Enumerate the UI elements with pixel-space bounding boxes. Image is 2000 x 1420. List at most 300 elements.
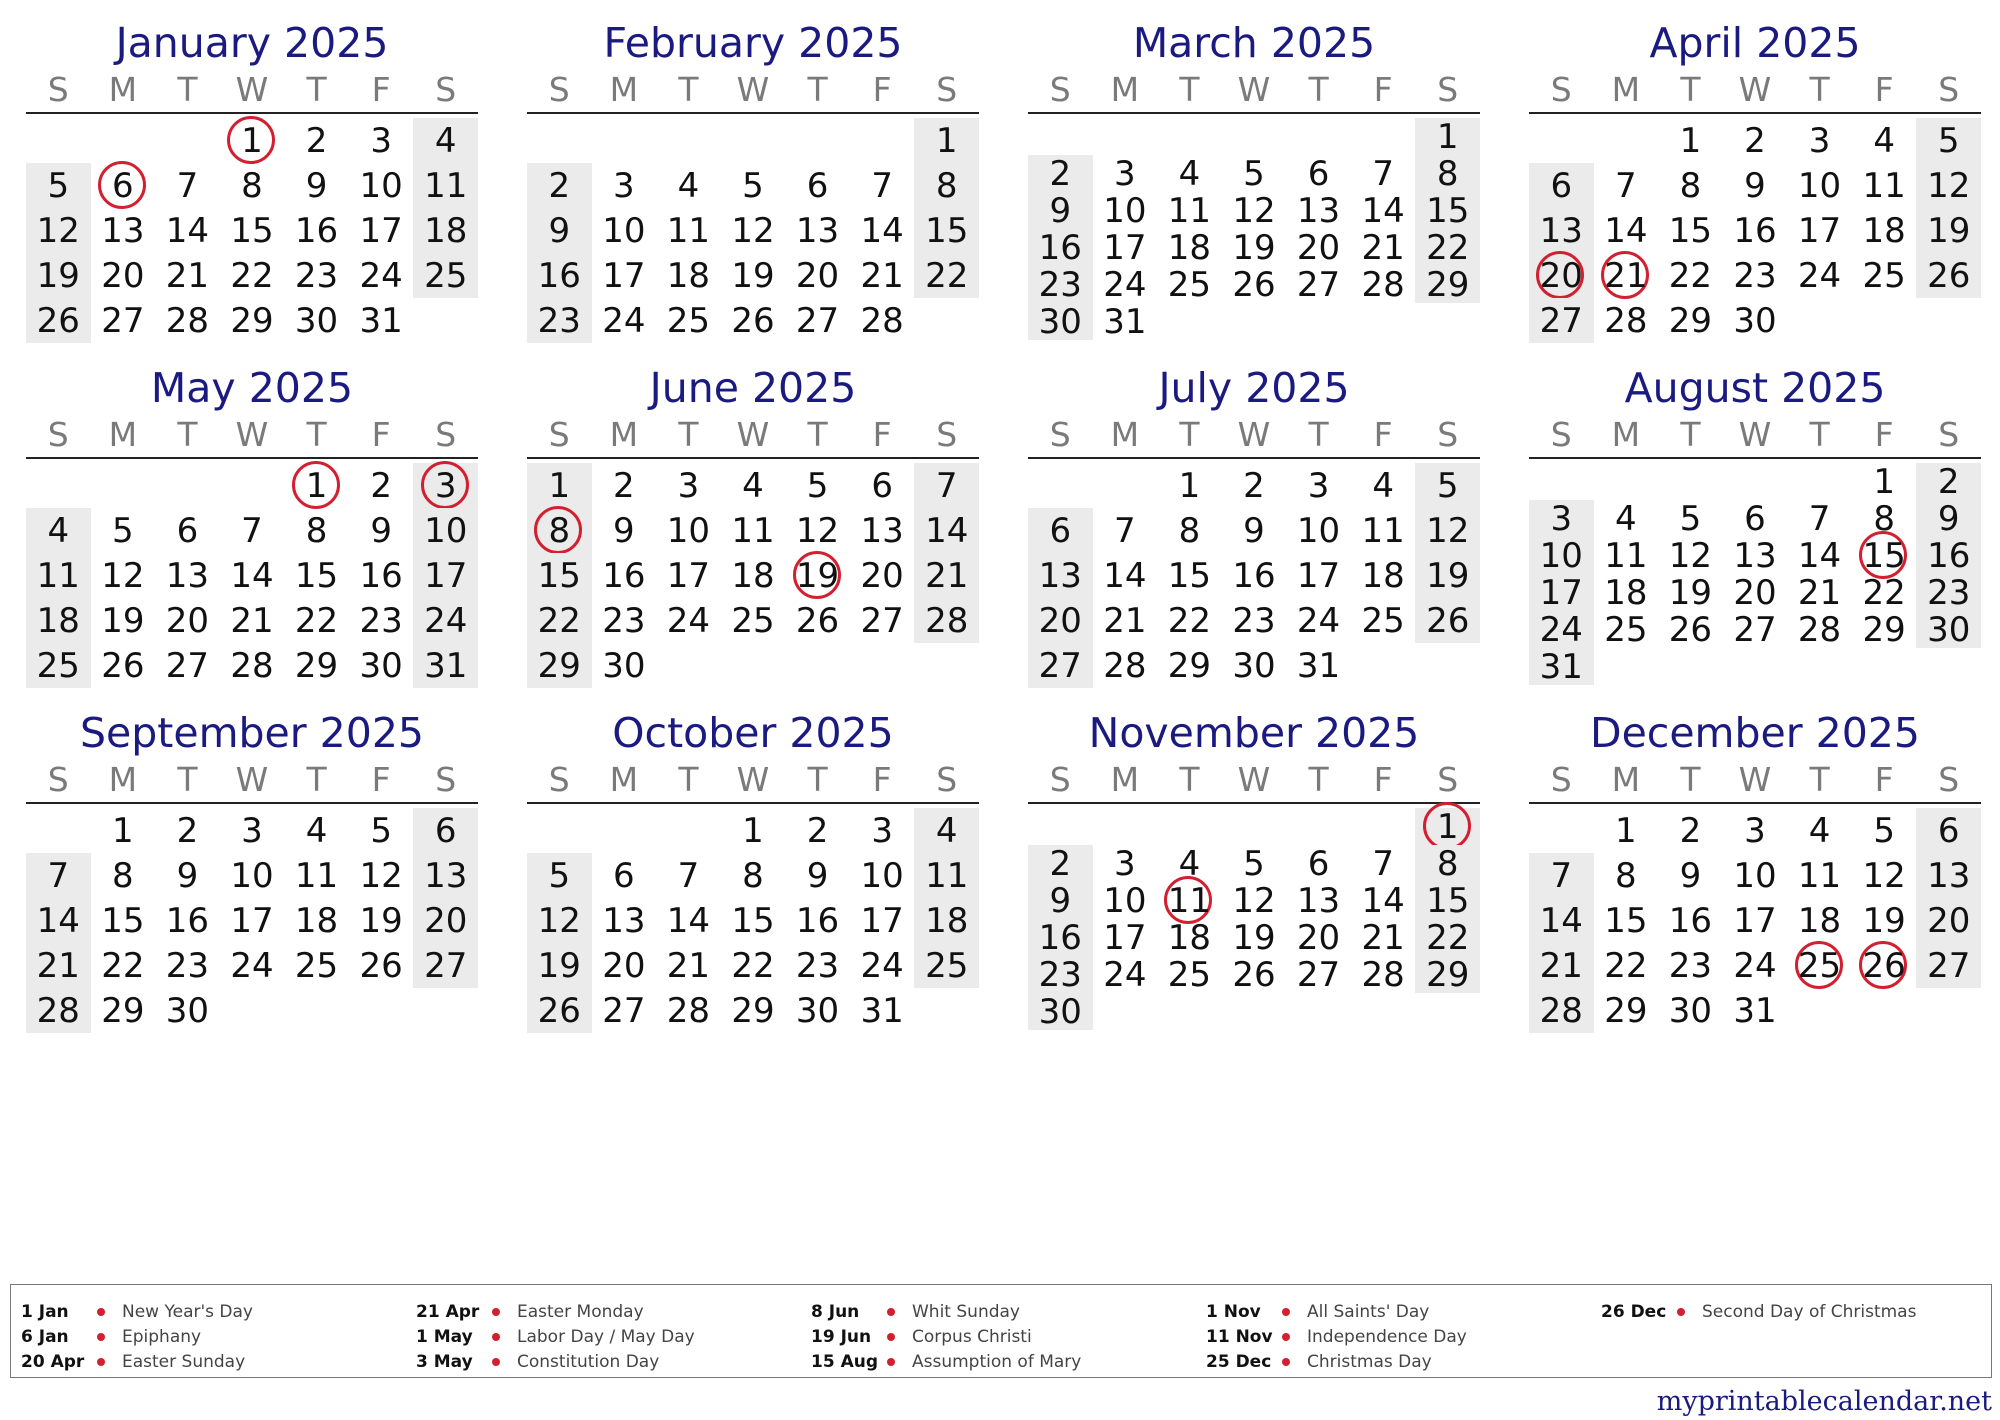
weekday-header: W [736, 415, 770, 454]
holiday-name: Independence Day [1307, 1326, 1467, 1347]
weekday-header: W [235, 415, 269, 454]
weekday-header: M [609, 70, 639, 109]
holiday-date: 20 Apr [21, 1351, 85, 1372]
day-cell [284, 163, 349, 208]
day-cell [1093, 508, 1158, 553]
legend-item [21, 1349, 416, 1374]
empty-cell [1594, 118, 1659, 163]
day-cell [1093, 956, 1158, 993]
weekday-header-row [1529, 758, 1981, 804]
empty-cell [656, 643, 721, 688]
day-number: 30 [165, 990, 210, 1031]
day-number: 9 [305, 165, 328, 206]
day-cell [1222, 508, 1287, 553]
day-number: 28 [860, 300, 904, 341]
day-number: 9 [370, 510, 392, 551]
day-cell [592, 253, 657, 298]
day-number: 5 [1873, 810, 1895, 851]
day-cell [91, 508, 156, 553]
day-number: 31 [1296, 645, 1341, 686]
day-cell [1916, 943, 1981, 988]
day-cell [1222, 229, 1287, 266]
day-number: 16 [1927, 535, 1971, 576]
day-number: 8 [1615, 855, 1637, 896]
day-cell [656, 253, 721, 298]
month-7 [1028, 363, 1480, 688]
day-cell [592, 508, 657, 553]
day-cell [1916, 208, 1981, 253]
day-number: 3 [370, 120, 392, 161]
day-number: 21 [860, 255, 904, 296]
weekday-header: T [678, 415, 699, 454]
day-cell [284, 253, 349, 298]
weekday-header: M [108, 415, 138, 454]
weekday-header: T [306, 70, 327, 109]
holiday-name: All Saints' Day [1307, 1301, 1430, 1322]
weekday-header: F [371, 70, 391, 109]
day-number: 21 [36, 945, 80, 986]
weekday-header-row [527, 413, 979, 459]
bullet-dot-icon [492, 1358, 500, 1366]
day-cell [220, 508, 285, 553]
day-cell [1529, 898, 1594, 943]
day-number: 2 [548, 165, 571, 206]
day-number: 10 [1103, 880, 1147, 921]
holiday-date: 19 Jun [811, 1326, 872, 1347]
empty-cell [1916, 648, 1981, 685]
day-cell [1594, 537, 1659, 574]
day-cell [1529, 208, 1594, 253]
day-number: 16 [1232, 555, 1276, 596]
day-cell [1028, 508, 1093, 553]
day-number: 14 [860, 210, 904, 251]
day-number: 11 [1167, 190, 1212, 231]
day-cell [1723, 988, 1788, 1033]
day-cell [1415, 919, 1480, 956]
legend-column [416, 1299, 811, 1377]
day-cell [155, 553, 220, 598]
day-cell [1787, 853, 1852, 898]
day-cell [1157, 192, 1222, 229]
weekday-header: T [1308, 415, 1329, 454]
weekday-header: T [678, 70, 699, 109]
day-cell [1787, 574, 1852, 611]
day-number: 11 [1604, 535, 1648, 576]
day-number: 31 [860, 990, 904, 1031]
day-cell [1157, 643, 1222, 688]
bullet-dot-icon [97, 1358, 105, 1366]
holiday-date: 3 May [416, 1351, 473, 1372]
empty-cell [1028, 808, 1093, 845]
month-8 [1529, 363, 1981, 688]
day-cell [1852, 463, 1917, 500]
weekday-header: T [1179, 70, 1200, 109]
day-number: 8 [548, 510, 571, 551]
weekday-header: M [609, 760, 639, 799]
weekday-header: T [807, 70, 828, 109]
day-number: 21 [1103, 600, 1147, 641]
day-cell [349, 298, 414, 343]
day-number: 4 [305, 810, 328, 851]
day-number: 20 [1539, 255, 1583, 296]
day-cell [785, 898, 850, 943]
day-number: 17 [424, 555, 468, 596]
day-cell [1093, 845, 1158, 882]
bullet-dot-icon [97, 1333, 105, 1341]
day-cell [91, 553, 156, 598]
day-number: 27 [795, 300, 840, 341]
day-cell [1222, 956, 1287, 993]
month-3 [1028, 18, 1480, 343]
day-number: 26 [1862, 945, 1906, 986]
empty-cell [1157, 118, 1222, 155]
day-number: 25 [424, 255, 468, 296]
weekday-header: W [235, 760, 269, 799]
empty-cell [1529, 808, 1594, 853]
month-title: August 2025 [1624, 364, 1886, 412]
day-number: 7 [1372, 843, 1394, 884]
day-cell [1093, 553, 1158, 598]
empty-cell [1916, 298, 1981, 343]
day-cell [1028, 993, 1093, 1030]
holiday-name: Whit Sunday [912, 1301, 1020, 1322]
legend-item [1601, 1299, 1996, 1324]
day-number: 20 [795, 255, 840, 296]
weekday-header: S [548, 760, 570, 799]
day-cell [1028, 192, 1093, 229]
day-number: 19 [36, 255, 80, 296]
weekday-header: S [1437, 70, 1459, 109]
day-number: 6 [176, 510, 199, 551]
day-cell [1093, 266, 1158, 303]
holiday-date: 6 Jan [21, 1326, 69, 1347]
weekday-header: T [1680, 415, 1701, 454]
day-cell [413, 253, 478, 298]
day-cell [1351, 192, 1416, 229]
weekday-header: F [1874, 760, 1894, 799]
day-cell [914, 898, 979, 943]
weekday-header: S [548, 70, 570, 109]
day-number: 13 [1927, 855, 1971, 896]
site-url[interactable]: myprintablecalendar.net [1656, 1386, 1992, 1417]
day-number: 14 [925, 510, 969, 551]
holiday-name: Easter Sunday [122, 1351, 246, 1372]
day-number: 4 [1372, 465, 1394, 506]
day-cell [1529, 298, 1594, 343]
empty-cell [1157, 808, 1222, 845]
legend-item [416, 1324, 811, 1349]
legend-item [21, 1299, 416, 1324]
day-number: 14 [1797, 535, 1842, 576]
day-cell [1852, 537, 1917, 574]
weekday-header: S [1550, 70, 1572, 109]
day-cell [155, 988, 220, 1033]
day-number: 16 [1733, 210, 1777, 251]
bullet-dot-icon [97, 1308, 105, 1316]
day-number: 21 [666, 945, 711, 986]
day-cell [284, 853, 349, 898]
day-number: 19 [1232, 917, 1276, 958]
holiday-name: Assumption of Mary [912, 1351, 1082, 1372]
day-cell [1415, 508, 1480, 553]
day-cell [1852, 611, 1917, 648]
day-number: 4 [47, 510, 70, 551]
day-cell [413, 898, 478, 943]
day-number: 18 [36, 600, 80, 641]
empty-cell [914, 988, 979, 1033]
day-number: 19 [101, 600, 145, 641]
day-cell [527, 853, 592, 898]
month-title: April 2025 [1649, 19, 1861, 67]
legend-item [21, 1324, 416, 1349]
day-cell [1286, 919, 1351, 956]
day-number: 29 [1426, 264, 1470, 305]
empty-cell [1594, 648, 1659, 685]
day-number: 6 [1307, 153, 1330, 194]
day-number: 6 [806, 165, 829, 206]
day-cell [1529, 853, 1594, 898]
day-cell [1415, 229, 1480, 266]
day-cell [914, 463, 979, 508]
day-cell [1028, 598, 1093, 643]
day-number: 9 [548, 210, 571, 251]
weekday-header: S [435, 70, 457, 109]
weekday-header: M [1611, 760, 1641, 799]
day-number: 23 [359, 600, 403, 641]
day-cell [220, 808, 285, 853]
day-number: 4 [1873, 120, 1895, 161]
holiday-date: 25 Dec [1206, 1351, 1272, 1372]
day-cell [656, 898, 721, 943]
empty-cell [284, 988, 349, 1033]
day-cell [284, 643, 349, 688]
holiday-date: 1 May [416, 1326, 473, 1347]
days-grid [26, 808, 478, 1033]
day-number: 22 [1604, 945, 1648, 986]
month-title: February 2025 [603, 19, 903, 67]
weekday-header: T [1179, 760, 1200, 799]
days-grid [527, 118, 979, 343]
weekday-header: T [678, 760, 699, 799]
weekday-header: M [1110, 415, 1140, 454]
day-cell [1658, 574, 1723, 611]
day-cell [1594, 808, 1659, 853]
holiday-name: Second Day of Christmas [1702, 1301, 1917, 1322]
day-number: 10 [1296, 510, 1341, 551]
day-cell [1852, 898, 1917, 943]
day-number: 25 [731, 600, 775, 641]
empty-cell [349, 988, 414, 1033]
day-cell [1286, 845, 1351, 882]
day-number: 13 [1539, 210, 1583, 251]
day-number: 31 [1103, 301, 1147, 342]
day-cell [1222, 463, 1287, 508]
day-number: 1 [742, 810, 764, 851]
day-number: 19 [731, 255, 775, 296]
day-cell [413, 208, 478, 253]
day-cell [1852, 118, 1917, 163]
day-number: 11 [1167, 880, 1212, 921]
empty-cell [1286, 118, 1351, 155]
day-cell [1594, 298, 1659, 343]
weekday-header: S [435, 415, 457, 454]
day-cell [1028, 155, 1093, 192]
day-cell [1852, 163, 1917, 208]
day-number: 10 [230, 855, 274, 896]
day-number: 5 [806, 465, 829, 506]
day-cell [656, 988, 721, 1033]
weekday-header: T [306, 760, 327, 799]
legend-column [21, 1299, 416, 1377]
day-number: 5 [1243, 153, 1265, 194]
days-grid [527, 463, 979, 688]
day-cell [1286, 155, 1351, 192]
day-cell [721, 208, 786, 253]
day-number: 23 [165, 945, 210, 986]
day-cell [850, 988, 915, 1033]
empty-cell [1351, 808, 1416, 845]
weekday-header: F [872, 760, 892, 799]
day-cell [284, 118, 349, 163]
day-cell [413, 943, 478, 988]
weekday-header: W [736, 760, 770, 799]
day-cell [26, 208, 91, 253]
day-cell [26, 163, 91, 208]
weekday-header: S [1437, 415, 1459, 454]
day-cell [1658, 853, 1723, 898]
day-cell [26, 508, 91, 553]
day-cell [914, 118, 979, 163]
day-number: 12 [359, 855, 403, 896]
day-cell [1028, 882, 1093, 919]
day-cell [850, 553, 915, 598]
weekday-header: T [1308, 70, 1329, 109]
weekday-header: T [306, 415, 327, 454]
day-cell [155, 208, 220, 253]
day-cell [1723, 500, 1788, 537]
weekday-header: M [1611, 415, 1641, 454]
weekday-header: W [1738, 70, 1772, 109]
day-cell [592, 988, 657, 1033]
day-cell [91, 898, 156, 943]
day-cell [1529, 253, 1594, 298]
empty-cell [1028, 118, 1093, 155]
day-number: 7 [677, 855, 700, 896]
day-number: 14 [230, 555, 274, 596]
bullet-dot-icon [492, 1333, 500, 1341]
day-number: 17 [230, 900, 274, 941]
day-cell [1787, 163, 1852, 208]
day-cell [1415, 553, 1480, 598]
day-cell [1723, 611, 1788, 648]
day-cell [592, 298, 657, 343]
weekday-header: W [1237, 760, 1271, 799]
day-cell [1916, 463, 1981, 500]
day-number: 9 [1679, 855, 1702, 896]
day-number: 17 [602, 255, 646, 296]
empty-cell [26, 463, 91, 508]
day-cell [155, 643, 220, 688]
day-number: 4 [677, 165, 700, 206]
empty-cell [914, 643, 979, 688]
day-number: 29 [1426, 954, 1470, 995]
day-cell [785, 208, 850, 253]
day-cell [1093, 882, 1158, 919]
day-number: 6 [112, 165, 134, 206]
day-number: 18 [666, 255, 711, 296]
day-number: 11 [294, 855, 339, 896]
day-number: 8 [1873, 498, 1895, 539]
day-cell [220, 853, 285, 898]
day-number: 13 [1296, 190, 1341, 231]
day-number: 26 [1232, 954, 1276, 995]
day-number: 13 [1038, 555, 1082, 596]
day-cell [1852, 853, 1917, 898]
day-number: 1 [1615, 810, 1637, 851]
weekday-header: T [177, 760, 198, 799]
day-cell [850, 508, 915, 553]
day-number: 3 [434, 465, 457, 506]
day-number: 30 [1668, 990, 1713, 1031]
day-number: 30 [1038, 301, 1082, 342]
month-2 [527, 18, 979, 343]
day-number: 25 [1167, 264, 1212, 305]
bullet-dot-icon [1282, 1308, 1290, 1316]
empty-cell [592, 118, 657, 163]
day-number: 22 [1426, 917, 1470, 958]
day-number: 19 [1426, 555, 1470, 596]
day-number: 3 [871, 810, 893, 851]
day-number: 1 [935, 120, 958, 161]
day-cell [349, 463, 414, 508]
day-cell [1916, 574, 1981, 611]
day-number: 23 [1038, 954, 1082, 995]
day-cell [349, 253, 414, 298]
day-cell [785, 808, 850, 853]
empty-cell [1852, 988, 1917, 1033]
day-cell [155, 508, 220, 553]
day-cell [220, 643, 285, 688]
day-cell [1787, 611, 1852, 648]
day-number: 8 [1436, 153, 1459, 194]
day-number: 17 [1797, 210, 1842, 251]
day-cell [527, 598, 592, 643]
day-number: 9 [1744, 165, 1766, 206]
empty-cell [656, 808, 721, 853]
holiday-date: 1 Jan [21, 1301, 69, 1322]
day-cell [914, 808, 979, 853]
legend-item [416, 1349, 811, 1374]
day-cell [413, 808, 478, 853]
weekday-header: S [1550, 760, 1572, 799]
legend-item [811, 1349, 1206, 1374]
day-number: 15 [1426, 190, 1470, 231]
day-cell [1222, 155, 1287, 192]
day-cell [721, 988, 786, 1033]
empty-cell [1286, 303, 1351, 340]
empty-cell [1157, 303, 1222, 340]
day-number: 11 [424, 165, 468, 206]
weekday-header-row [26, 68, 478, 114]
legend-item [416, 1299, 811, 1324]
holiday-date: 21 Apr [416, 1301, 480, 1322]
empty-cell [1787, 648, 1852, 685]
day-cell [1286, 643, 1351, 688]
day-cell [1157, 882, 1222, 919]
day-number: 8 [1178, 510, 1201, 551]
day-number: 26 [731, 300, 775, 341]
day-cell [1415, 118, 1480, 155]
